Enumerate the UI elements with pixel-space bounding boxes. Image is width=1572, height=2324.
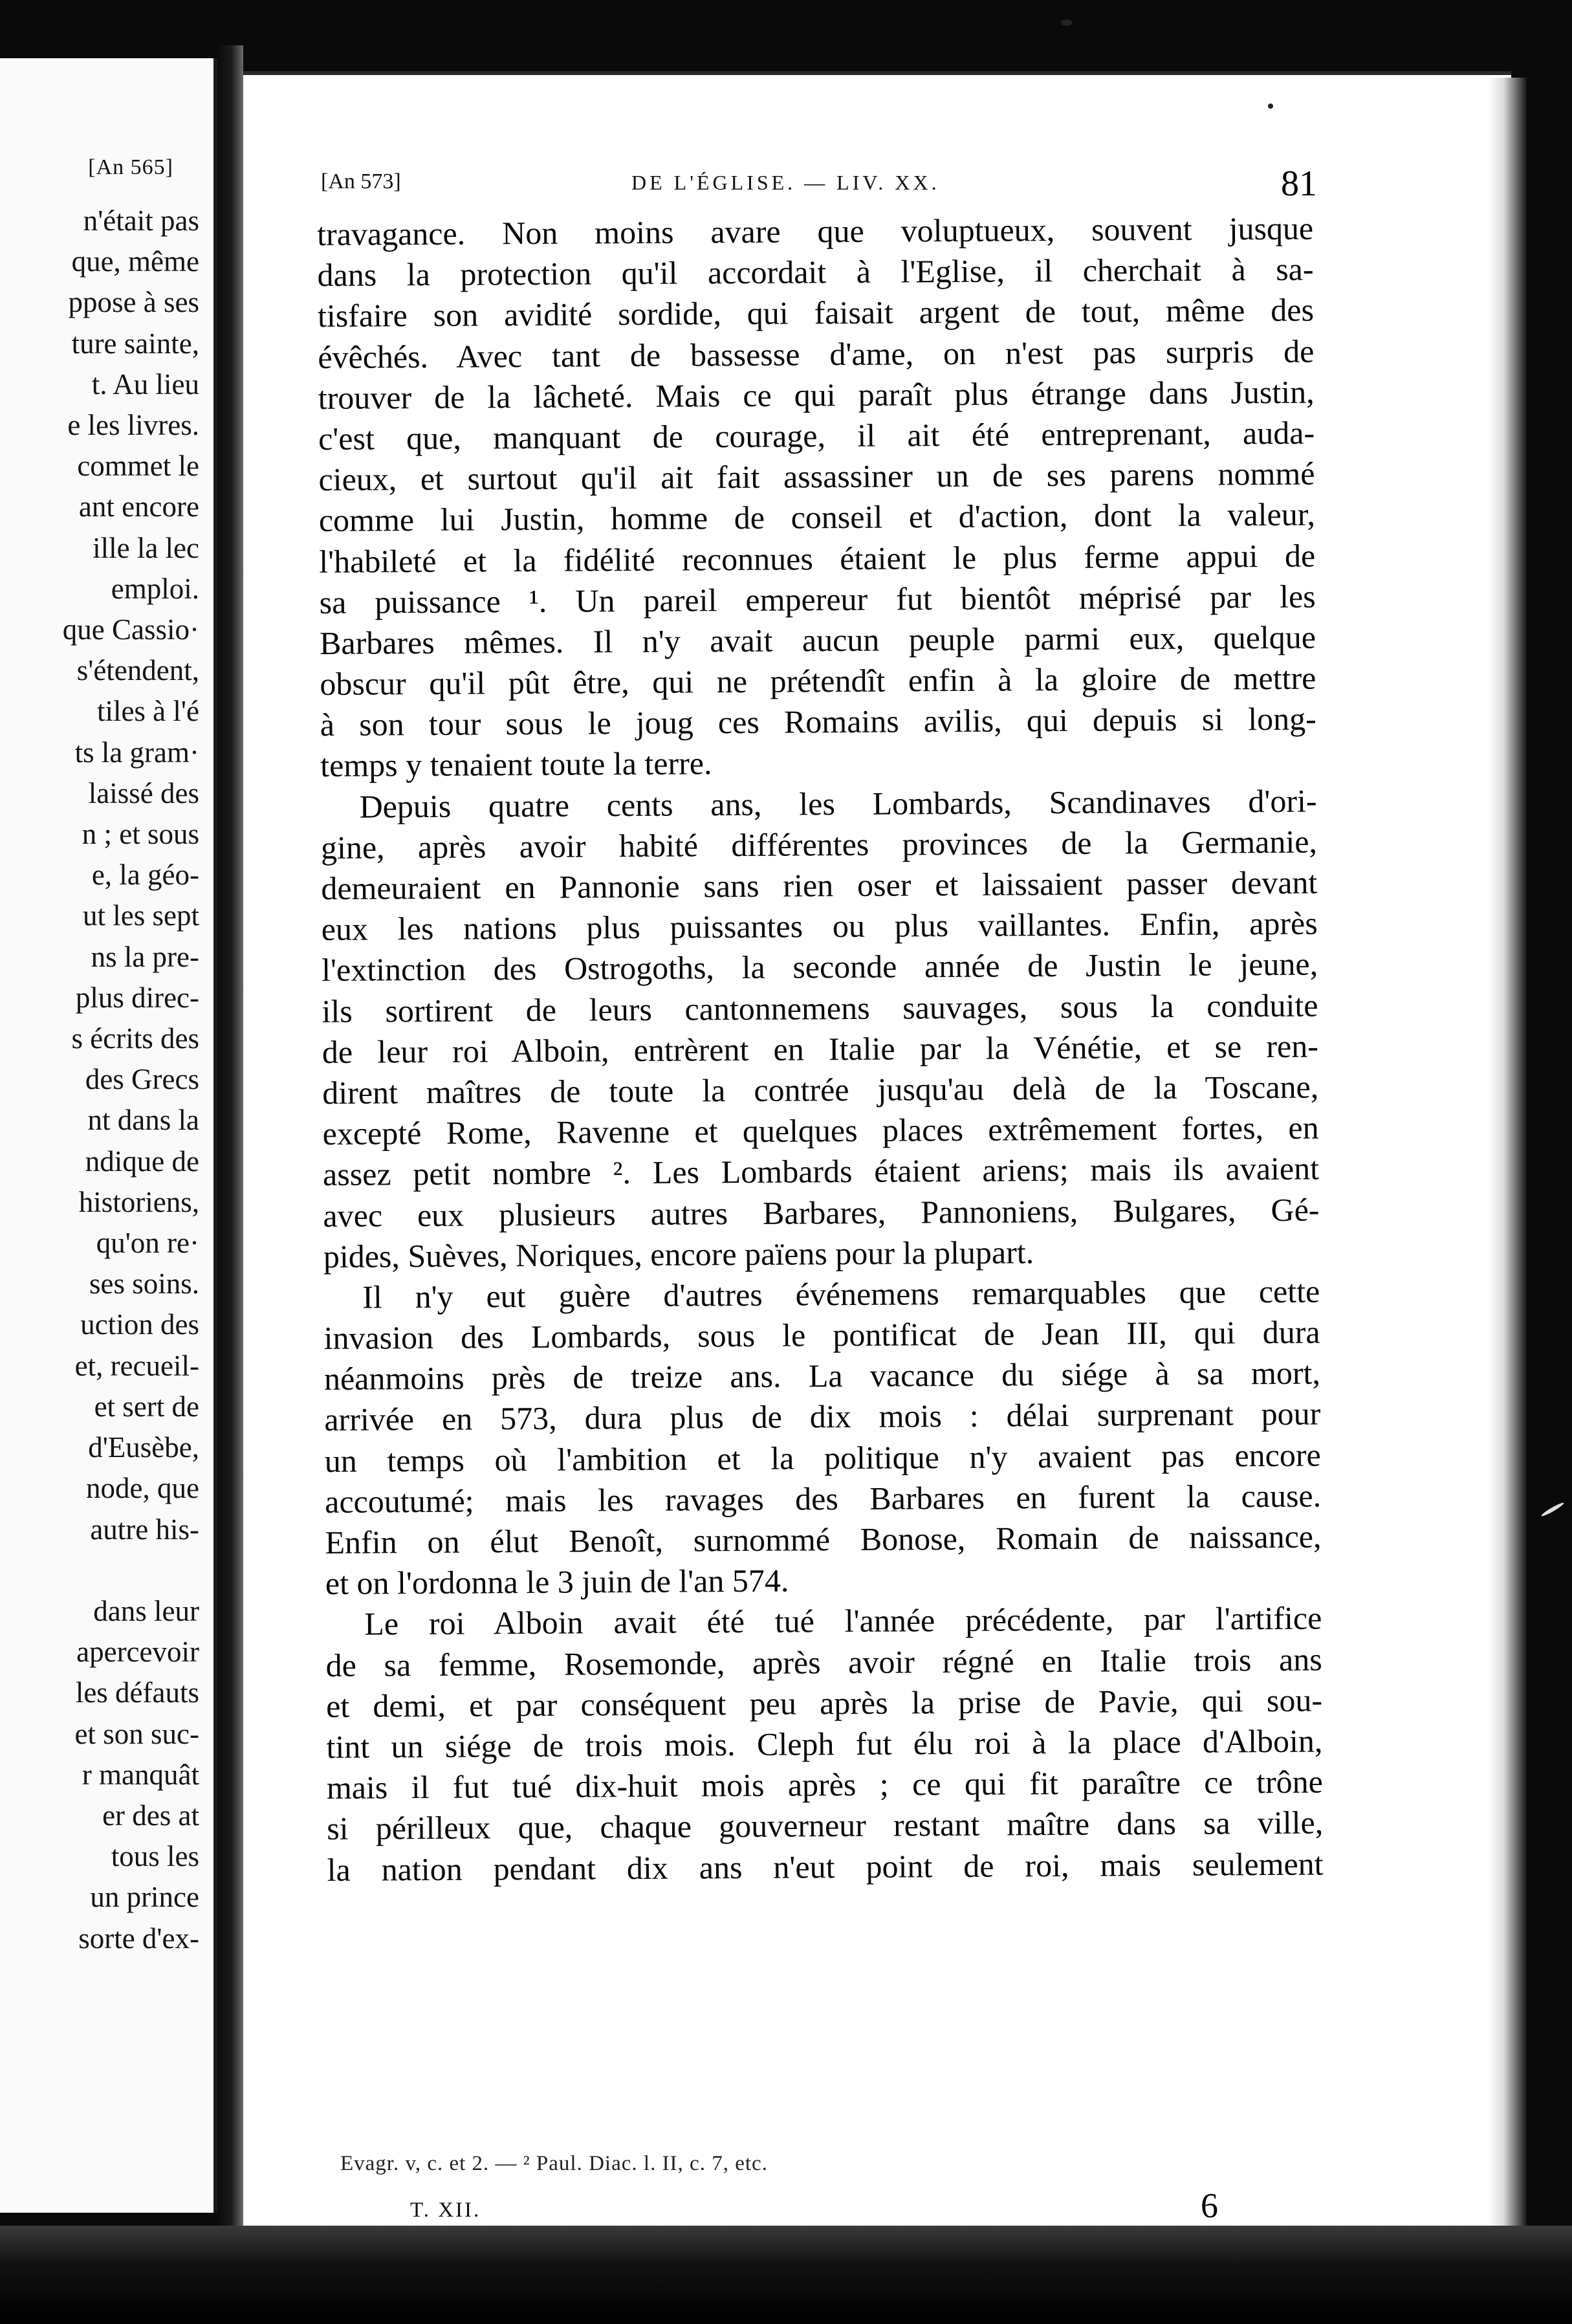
left-page-line: ns la pre- (91, 940, 199, 973)
left-page-line: d'Eusèbe, (88, 1431, 199, 1464)
volume-signature: T. XII. (410, 2198, 481, 2222)
scan-speck (1268, 104, 1273, 109)
body-text-line: c'est que, manquant de courage, il ait été entreprenant, auda- (318, 414, 1315, 457)
left-page-line: ant encore (78, 490, 199, 523)
left-page-line: les défauts (75, 1676, 199, 1709)
bottom-shadow (0, 2226, 1572, 2324)
left-page-line: ses soins. (89, 1267, 199, 1300)
left-page-line: node, que (86, 1472, 199, 1505)
body-text-line: tisfaire son avidité sordide, qui faisait argent de tout, même des (317, 291, 1315, 334)
body-text-line: cieux, et surtout qu'il ait fait assassiner un de ses parens nommé (318, 455, 1315, 498)
left-page-text (5, 201, 199, 1959)
body-text-line: comme lui Justin, homme de conseil et d'action, dont la valeur, (318, 496, 1316, 539)
left-page-line: ille la lec (93, 531, 199, 564)
left-page-line: tiles à l'é (96, 695, 199, 728)
left-page-line (5, 1550, 199, 1591)
main-page (243, 71, 1511, 2268)
left-page-line: historiens, (78, 1185, 199, 1218)
body-text-line: et on l'ordonna le 3 juin de l'an 574. (325, 1562, 789, 1602)
left-page-line: autre his- (90, 1513, 199, 1546)
body-text-line: trouver de la lâcheté. Mais ce qui paraît plus étrange dans Justin, (318, 373, 1315, 416)
left-page-line: uction des (80, 1308, 199, 1341)
left-page-line: et, recueil- (74, 1349, 199, 1382)
body-text-line: de leur roi Alboin, entrèrent en Italie par la Vénétie, et se ren- (322, 1027, 1319, 1070)
left-page-line: ut les sept (83, 899, 199, 932)
body-text-line: mais il fut tué dix-huit mois après ; ce qui fit paraître ce trône (326, 1763, 1323, 1806)
left-page-line: qu'on re· (96, 1227, 199, 1260)
running-head (321, 164, 1317, 204)
left-page-line: apercevoir (76, 1636, 199, 1669)
left-page-line: t. Au lieu (91, 367, 199, 400)
left-page-line: ts la gram· (74, 736, 199, 769)
body-text-line: excepté Rome, Ravenne et quelques places extrêmement fortes, en (322, 1109, 1319, 1152)
left-page-line: et sert de (94, 1390, 199, 1423)
left-page-line: ture sainte, (71, 327, 199, 360)
left-page (0, 58, 217, 2213)
page-right-edge-shadow (1488, 78, 1527, 2264)
running-head-title: DE L'ÉGLISE. — LIV. XX. (631, 171, 940, 194)
body-text-line: pides, Suèves, Noriques, encore païens pour la plupart. (323, 1233, 1034, 1275)
body-text-line: sa puissance ¹. Un pareil empereur fut bientôt méprisé par les (319, 578, 1316, 620)
body-text-line: Depuis quatre cents ans, les Lombards, Scandinaves d'ori- (359, 782, 1317, 825)
left-page-line: er des at (102, 1799, 199, 1832)
body-text-line: demeuraient en Pannonie sans rien oser et laissaient passer devant (321, 864, 1318, 906)
body-text (317, 208, 1324, 1891)
left-page-line: ppose à ses (68, 286, 199, 319)
left-page-line: que, même (71, 245, 199, 278)
body-text-line: néanmoins près de treize ans. La vacance du siége à sa mort, (323, 1354, 1321, 1398)
body-text-line: Barbares mêmes. Il n'y avait aucun peuple parmi eux, quelque (319, 619, 1316, 661)
body-text-line: travagance. Non moins avare que voluptueux, souvent jusque (317, 210, 1314, 252)
body-text-line: l'habileté et la fidélité reconnues étaient le plus ferme appui de (319, 537, 1316, 580)
footnotes: Evagr. v, c. et 2. — ² Paul. Diac. l. II, c. 7, etc. (340, 2152, 768, 2175)
body-text-line: tint un siége de trois mois. Cleph fut élu roi à la place d'Alboin, (326, 1722, 1323, 1765)
body-text-line: avec eux plusieurs autres Barbares, Pannoniens, Bulgares, Gé- (323, 1191, 1320, 1234)
body-text-line: arrivée en 573, dura plus de dix mois : délai surprenant pour (324, 1395, 1321, 1438)
page-number: 81 (1281, 164, 1317, 204)
body-text-line: la nation pendant dix ans n'eut point de roi, mais seulement (327, 1845, 1324, 1888)
left-page-line: e les livres. (67, 409, 199, 442)
body-text-line: Enfin on élut Benoît, surnommé Bonose, Romain de naissance, (325, 1518, 1322, 1561)
left-page-line: un prince (90, 1881, 199, 1914)
body-text-line: de sa femme, Rosemonde, après avoir régné en Italie trois ans (325, 1641, 1322, 1683)
left-page-line: r manquât (82, 1758, 199, 1791)
body-text-line: eux les nations plus puissantes ou plus vaillantes. Enfin, après (321, 904, 1318, 948)
body-text-line: à son tour sous le joug ces Romains avilis, qui depuis si long- (320, 700, 1316, 743)
body-text-line: Il n'y eut guère d'autres événemens remarquables que cette (362, 1273, 1320, 1315)
left-page-line: nt dans la (87, 1104, 199, 1137)
left-page-line: ndique de (85, 1145, 199, 1178)
scan-speck (1061, 19, 1073, 26)
body-text-line: l'extinction des Ostrogoths, la seconde année de Justin le jeune, (321, 945, 1318, 989)
scan-speck (1540, 1501, 1565, 1517)
left-page-line: n'était pas (83, 204, 199, 237)
body-text-line: si périlleux que, chaque gouverneur restant maître dans sa ville, (327, 1804, 1324, 1847)
book-gutter (217, 45, 243, 2245)
left-page-line: n ; et sous (82, 818, 199, 851)
running-head-year: [An 573] (321, 170, 401, 193)
body-text-line: évêchés. Avec tant de bassesse d'ame, on n'est pas surpris de (318, 333, 1315, 375)
body-text-line: dans la protection qu'il accordait à l'Eglise, il cherchait à sa- (317, 250, 1314, 294)
left-page-line: dans leur (93, 1594, 199, 1627)
left-page-line: emploi. (111, 572, 199, 605)
body-text-line: invasion des Lombards, sous le pontificat de Jean III, qui dura (323, 1313, 1320, 1357)
left-page-line: que Cassio· (62, 613, 199, 646)
left-page-line: des Grecs (85, 1063, 199, 1096)
body-text-line: obscur qu'il pût être, qui ne prétendît enfin à la gloire de mettre (320, 659, 1316, 703)
left-page-line: tous les (111, 1840, 199, 1873)
sheet-number: 6 (1201, 2186, 1218, 2225)
left-page-line: s écrits des (71, 1022, 199, 1055)
left-page-line: s'étendent, (76, 654, 199, 687)
body-text-line: gine, après avoir habité différentes provinces de la Germanie, (320, 823, 1318, 866)
body-text-line: dirent maîtres de toute la contrée jusqu'au delà de la Toscane, (322, 1068, 1319, 1111)
left-page-line: laissé des (88, 776, 199, 809)
body-text-line: temps y tenaient toute la terre. (320, 745, 712, 784)
left-page-line: sorte d'ex- (78, 1922, 199, 1955)
body-text-line: un temps où l'ambition et la politique n'y avaient pas encore (324, 1436, 1321, 1479)
left-page-line: et son suc- (74, 1717, 199, 1750)
body-text-line: et demi, et par conséquent peu après la prise de Pavie, qui sou- (325, 1682, 1323, 1724)
left-page-line: plus direc- (75, 981, 199, 1014)
left-page-line: e, la géo- (91, 859, 199, 892)
body-text-line: ils sortirent de leurs cantonnemens sauvages, sous la conduite (322, 987, 1318, 1029)
left-page-line: commet le (77, 450, 199, 483)
body-text-line: assez petit nombre ². Les Lombards étaient ariens; mais ils avaient (322, 1150, 1320, 1193)
body-text-line: accoutumé; mais les ravages des Barbares en furent la cause. (324, 1477, 1322, 1520)
body-text-line: Le roi Alboin avait été tué l'année précédente, par l'artifice (364, 1599, 1322, 1642)
left-page-running-head: [An 565] (88, 155, 173, 179)
